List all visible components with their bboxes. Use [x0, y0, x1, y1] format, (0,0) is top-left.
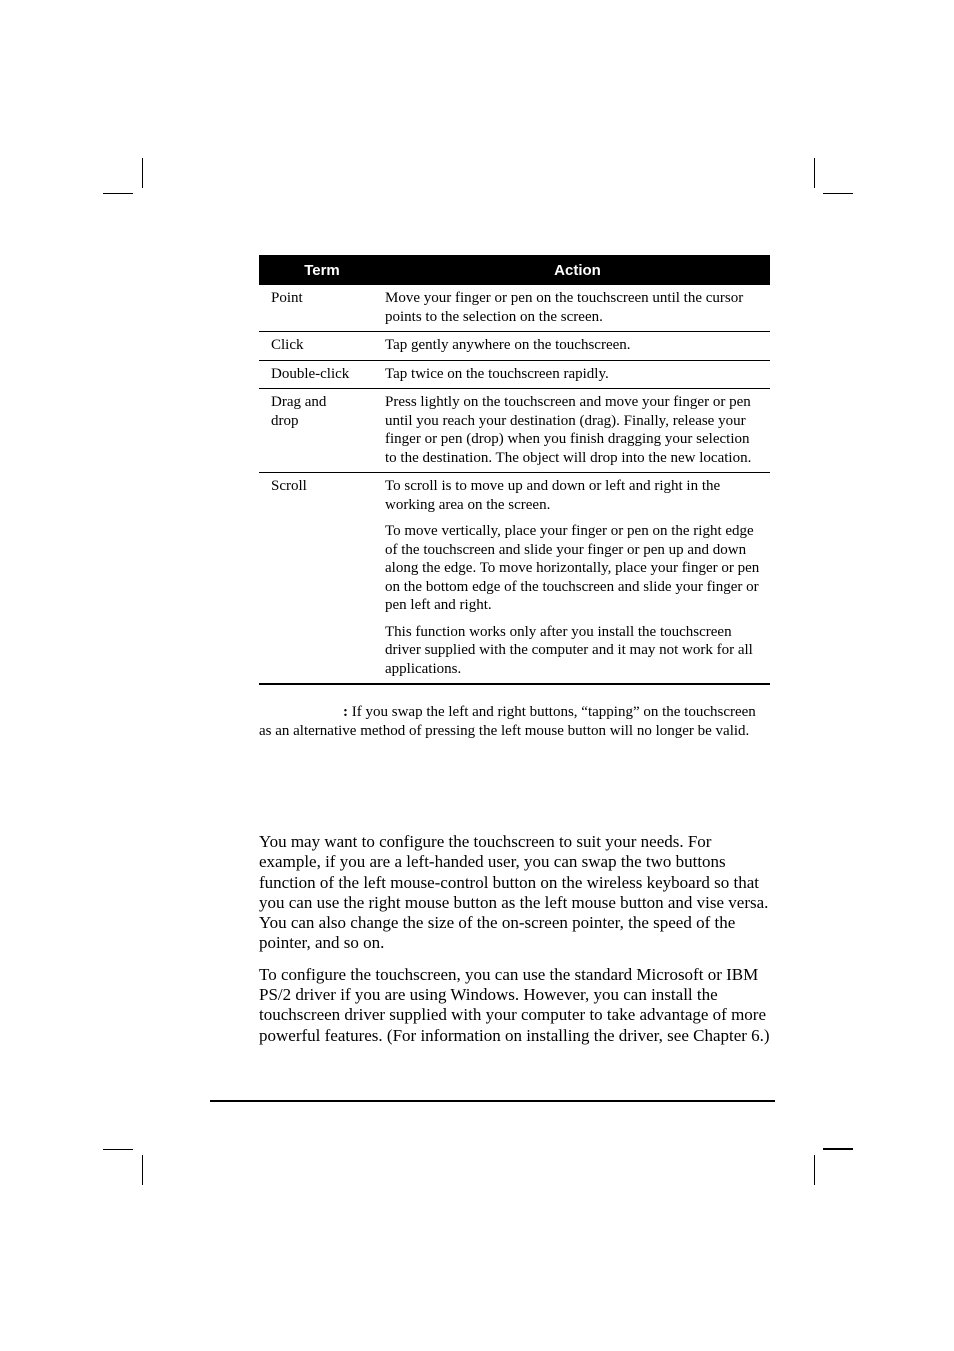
crop-mark-top-left-horizontal	[103, 193, 133, 194]
crop-mark-top-right-horizontal	[823, 193, 853, 194]
body-paragraph: To configure the touchscreen, you can use the standard Microsoft or IBM PS/2 driver if you are using Windows. However, you can install the touchscreen driver supplied with your computer to take advantage of more powerful features. (For information on installing the driver, see Chapter 6.)	[259, 964, 770, 1045]
action-cell	[385, 332, 770, 361]
action-cell	[385, 389, 770, 473]
term-cell: Scroll	[259, 473, 385, 685]
table-row-drag-and-drop	[259, 389, 770, 473]
term-cell: Double-click	[259, 360, 385, 389]
table-header-row	[259, 255, 770, 285]
term-cell	[259, 389, 385, 473]
table-row-double-click	[259, 360, 770, 389]
note-text: If you swap the left and right buttons, “tapping” on the touchscreen as an alternative method of pressing the left mouse button will no longer be valid.	[259, 704, 756, 739]
action-text: To move vertically, place your finger or pen on the right edge of the touchscreen and slide your finger or pen up and down along the edge. To move horizontally, place your finger or pen on the bottom edge of the touchscreen and slide your finger or pen left and right.	[385, 523, 760, 613]
term-text: Drag and drop	[271, 394, 327, 429]
action-cell	[385, 360, 770, 389]
table-note	[259, 703, 770, 740]
note-colon: :	[343, 704, 348, 720]
term-cell: Point	[259, 285, 385, 332]
crop-mark-top-right-vertical	[814, 158, 815, 188]
action-text: This function works only after you install the touchscreen driver supplied with the computer and it may not work for all applications.	[385, 623, 753, 677]
touchscreen-terms-table	[259, 255, 770, 685]
crop-mark-bottom-left-horizontal	[103, 1149, 133, 1150]
action-cell	[385, 473, 770, 685]
body-paragraph: You may want to configure the touchscreen to suit your needs. For example, if you are a left-handed user, you can swap the two buttons function of the left mouse-control button on the wireless keyboard so that you can use the right mouse button as the left mouse button and vise versa. You can also change the size of the on-screen pointer, the speed of the pointer, and so on.	[259, 832, 769, 953]
action-column-header: Action	[385, 255, 770, 285]
table-row-scroll	[259, 473, 770, 685]
crop-mark-top-left-vertical	[142, 158, 143, 188]
crop-mark-bottom-right-horizontal	[823, 1148, 853, 1150]
action-text: Move your finger or pen on the touchscreen until the cursor points to the selection on the screen.	[385, 290, 744, 325]
crop-mark-bottom-right-vertical	[814, 1155, 815, 1185]
action-text: To scroll is to move up and down or left and right in the working area on the screen.	[385, 478, 721, 513]
table-row-click	[259, 332, 770, 361]
table-row-point	[259, 285, 770, 332]
action-cell	[385, 285, 770, 332]
action-text: Press lightly on the touchscreen and move your finger or pen until you reach your destination (drag). Finally, release your finger or pen (drop) when you finish dragging your selection to the destination. The object will drop into the new location.	[385, 394, 752, 466]
action-text: Tap gently anywhere on the touchscreen.	[385, 337, 631, 353]
touchscreen-terms-table-container	[259, 255, 770, 685]
configure-touchscreen-section	[259, 832, 777, 1057]
term-column-header: Term	[259, 255, 385, 285]
term-cell: Click	[259, 332, 385, 361]
action-text: Tap twice on the touchscreen rapidly.	[385, 365, 609, 382]
crop-mark-bottom-left-vertical	[142, 1155, 143, 1185]
footer-rule	[210, 1100, 775, 1102]
